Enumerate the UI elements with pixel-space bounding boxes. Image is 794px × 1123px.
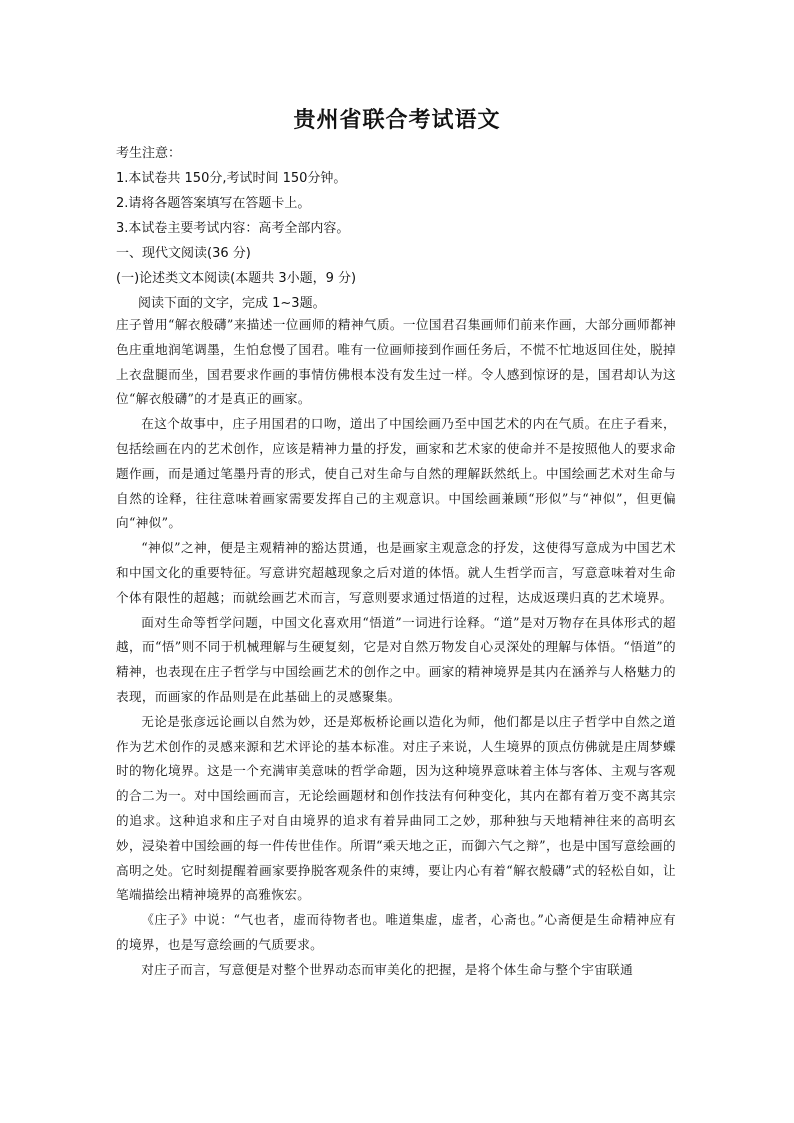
notice-item: 3.本试卷主要考试内容：高考全部内容。 xyxy=(116,221,350,236)
reading-passage xyxy=(116,313,676,983)
passage-paragraph: 无论是张彦远论画以自然为妙，还是郑板桥论画以造化为师，他们都是以庄子哲学中自然之道作为艺术创作的灵感来源和艺术评论的基本标准。对庄子来说，人生境界的顶点仿佛就是庄周梦蝶时的物化境界。这是一个充满审美意味的哲学命题，因为这种境界意味着主体与客体、主观与客观的合二为一。对中国绘画而言，无论绘画题材和创作技法有何种变化，其内在都有着万变不离其宗的追求。这种追求和庄子对自由境界的追求有着异曲同工之妙，那种独与天地精神往来的高明玄妙，浸染着中国绘画的每一件传世佳作。所谓“乘天地之正，而御六气之辩”，也是中国写意绘画的高明之处。它时刻提醒着画家要挣脱客观条件的束缚，要让内心有着“解衣般礴”式的轻松自如，让笔端描绘出精神境界的高雅恢宏。 xyxy=(116,713,676,903)
passage-paragraph: 《庄子》中说：“气也者，虚而待物者也。唯道集虚，虚者，心斋也。”心斋便是生命精神应有的境界，也是写意绘画的气质要求。 xyxy=(116,912,676,952)
notice-item: 1.本试卷共 150分,考试时间 150分钟。 xyxy=(116,171,347,186)
reading-instruction: 阅读下面的文字，完成 1~3题。 xyxy=(138,296,326,311)
document-title: 贵州省联合考试语文 xyxy=(293,107,501,133)
passage-paragraph: “神似”之神，便是主观精神的豁达贯通，也是画家主观意念的抒发，这使得写意成为中国艺术和中国文化的重要特征。写意讲究超越现象之后对道的体悟。就人生哲学而言，写意意味着对生命个体有限性的超越；而就绘画艺术而言，写意则要求通过悟道的过程，达成返璞归真的艺术境界。 xyxy=(116,540,676,605)
passage-paragraph: 在这个故事中，庄子用国君的口吻，道出了中国绘画乃至中国艺术的内在气质。在庄子看来，包括绘画在内的艺术创作，应该是精神力量的抒发，画家和艺术家的使命并不是按照他人的要求命题作画，而是通过笔墨丹青的形式，使自己对生命与自然的理解跃然纸上。中国绘画艺术对生命与自然的诠释，往往意味着画家需要发挥自己的主观意识。中国绘画兼顾“形似”与“神似”，但更偏向“神似”。 xyxy=(116,416,676,531)
passage-paragraph: 面对生命等哲学问题，中国文化喜欢用“悟道”一词进行诠释。“道”是对万物存在具体形式的超越，而“悟”则不同于机械理解与生硬复刻，它是对自然万物发自心灵深处的理解与体悟。“悟道”的精神，也表现在庄子哲学与中国绘画艺术的创作之中。画家的精神境界是其内在涵养与人格魅力的表现，而画家的作品则是在此基础上的灵感聚集。 xyxy=(116,614,676,704)
section-heading: 一、现代文阅读(36 分) xyxy=(116,246,251,261)
notice-item: 2.请将各题答案填写在答题卡上。 xyxy=(116,196,311,211)
exam-notice xyxy=(116,141,686,316)
passage-paragraph: 庄子曾用“解衣般礴”来描述一位画师的精神气质。一位国君召集画师们前来作画，大部分画师都神色庄重地润笔调墨，生怕怠慢了国君。唯有一位画师接到作画任务后，不慌不忙地返回住处，脱掉上衣盘腿而坐，国君要求作画的事情仿佛根本没有发生过一样。令人感到惊讶的是，国君却认为这位“解衣般礴”的才是真正的画家。 xyxy=(116,317,676,407)
subsection-heading: (一)论述类文本阅读(本题共 3小题，9 分) xyxy=(116,271,357,286)
notice-heading: 考生注意： xyxy=(116,146,182,161)
passage-paragraph: 对庄子而言，写意便是对整个世界动态而审美化的把握，是将个体生命与整个宇宙联通 xyxy=(141,961,634,977)
